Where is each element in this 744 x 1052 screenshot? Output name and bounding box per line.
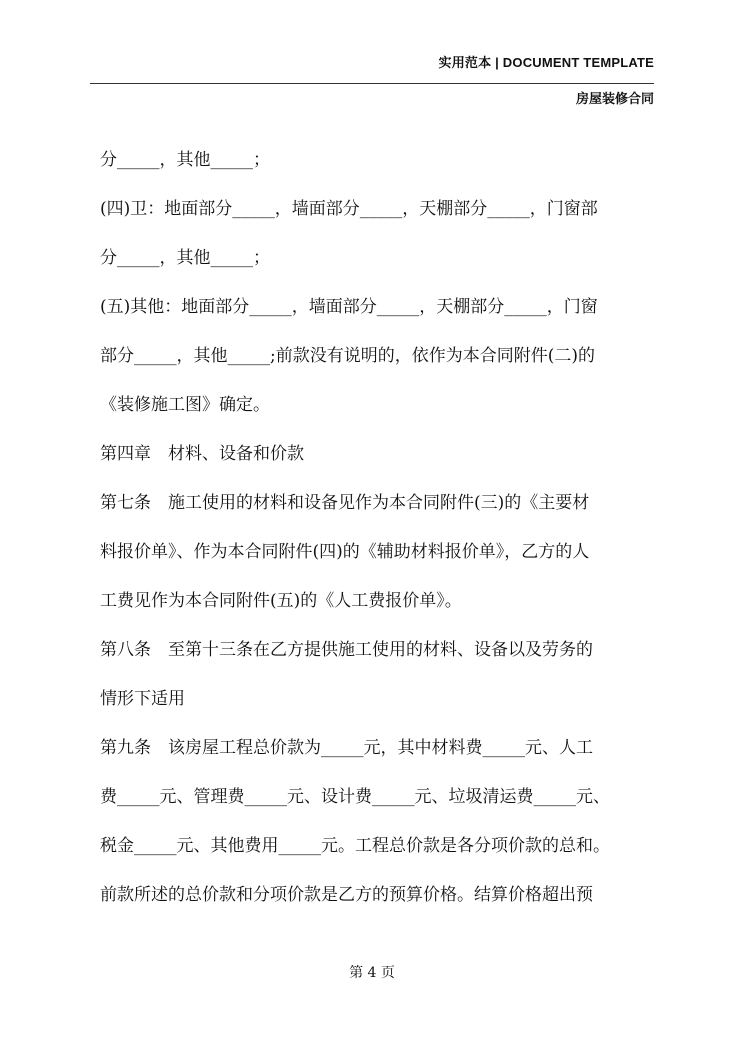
body-line: 分_____，其他_____； (100, 150, 270, 170)
body-line: 分_____，其他_____； (100, 248, 270, 268)
body-line: 部分_____，其他_____;前款没有说明的，依作为本合同附件(二)的 (100, 346, 595, 366)
body-line: 工费见作为本合同附件(五)的《人工费报价单》。 (100, 591, 462, 611)
page-number: 第 4 页 (349, 965, 395, 981)
body-line: 费_____元、管理费_____元、设计费_____元、垃圾清运费_____元、 (100, 787, 610, 807)
body-line: 第七条 施工使用的材料和设备见作为本合同附件(三)的《主要材 (100, 493, 590, 513)
body-line: 第八条 至第十三条在乙方提供施工使用的材料、设备以及劳务的 (100, 640, 593, 660)
body-line: 第九条 该房屋工程总价款为_____元，其中材料费_____元、人工 (100, 738, 593, 758)
document-body (100, 136, 660, 920)
body-line: 税金_____元、其他费用_____元。工程总价款是各分项价款的总和。 (100, 836, 610, 856)
body-line: 情形下适用 (100, 689, 185, 709)
page-header (0, 0, 744, 110)
body-line: 《装修施工图》确定。 (100, 395, 270, 415)
chapter-heading: 第四章 材料、设备和价款 (100, 444, 304, 464)
body-line: (五)其他：地面部分_____，墙面部分_____，天棚部分_____，门窗 (100, 297, 598, 317)
body-line: (四)卫：地面部分_____，墙面部分_____，天棚部分_____，门窗部 (100, 199, 598, 219)
header-title: 实用范本 | DOCUMENT TEMPLATE (438, 55, 654, 70)
body-line: 前款所述的总价款和分项价款是乙方的预算价格。结算价格超出预 (100, 885, 593, 905)
header-divider (90, 83, 654, 84)
header-subtitle: 房屋装修合同 (575, 91, 654, 106)
body-line: 料报价单》、作为本合同附件(四)的《辅助材料报价单》，乙方的人 (100, 542, 590, 562)
